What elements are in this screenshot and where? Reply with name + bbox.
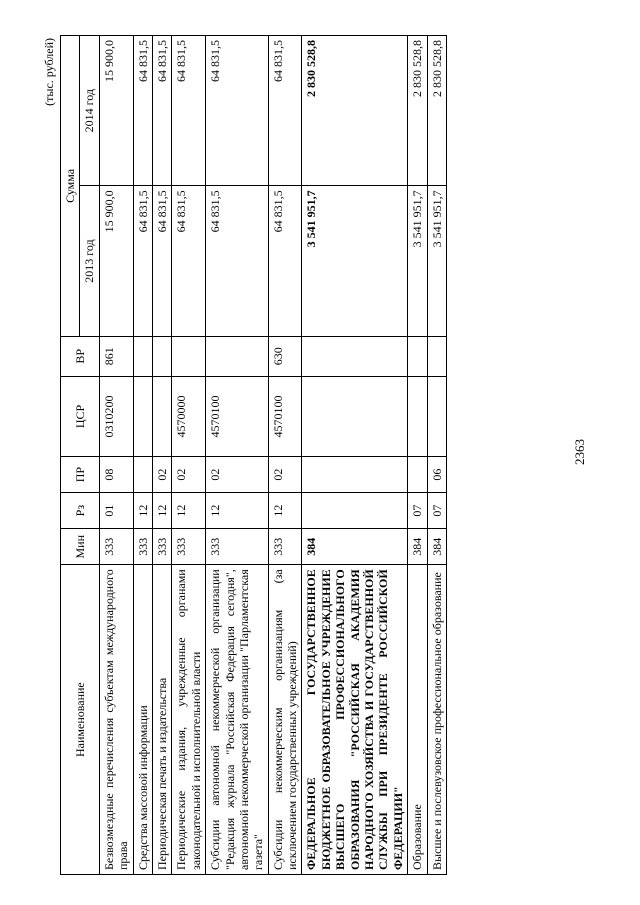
cell-name: Субсидии некоммерческим организациям (за исключением государственных учреждений) (268, 565, 302, 875)
cell-min: 333 (152, 529, 171, 565)
cell-y2014: 64 831,5 (152, 36, 171, 186)
cell-y2013: 64 831,5 (206, 186, 269, 336)
cell-y2013: 3 541 951,7 (427, 186, 446, 336)
header-sum: Сумма (61, 36, 80, 337)
table-row (99, 36, 133, 875)
cell-y2013: 3 541 951,7 (302, 186, 408, 336)
cell-y2014: 2 830 528,8 (408, 36, 427, 186)
cell-rz: 12 (172, 493, 206, 529)
header-name: Наименование (61, 565, 100, 875)
cell-csr (427, 376, 446, 456)
cell-min: 333 (172, 529, 206, 565)
cell-rz (302, 493, 408, 529)
header-vr: ВР (61, 336, 100, 376)
cell-csr (133, 376, 152, 456)
page-number: 2363 (572, 439, 587, 465)
cell-y2013: 64 831,5 (268, 186, 302, 336)
cell-min: 333 (268, 529, 302, 565)
cell-rz: 07 (408, 493, 427, 529)
table-row (408, 36, 427, 875)
cell-vr (172, 336, 206, 376)
cell-y2014: 15 900,0 (99, 36, 133, 186)
units-label: (тыс. рублей) (42, 38, 56, 106)
cell-name: Периодические издания, учрежденные органами законодательной и исполнительной власти (172, 565, 206, 875)
cell-csr (152, 376, 171, 456)
cell-y2014: 64 831,5 (172, 36, 206, 186)
cell-csr: 0310200 (99, 376, 133, 456)
header-csr: ЦСР (61, 376, 100, 456)
cell-pr: 02 (172, 457, 206, 493)
cell-name: Безвозмездные перечисления субъектам международного права (99, 565, 133, 875)
cell-min: 384 (427, 529, 446, 565)
cell-pr: 06 (427, 457, 446, 493)
table-row (268, 36, 302, 875)
cell-rz: 12 (152, 493, 171, 529)
cell-y2014: 2 830 528,8 (302, 36, 408, 186)
table-row (302, 36, 408, 875)
header-row (61, 36, 80, 875)
cell-csr (302, 376, 408, 456)
cell-pr: 02 (268, 457, 302, 493)
table-row (133, 36, 152, 875)
table-row (172, 36, 206, 875)
cell-y2013: 64 831,5 (152, 186, 171, 336)
cell-pr (408, 457, 427, 493)
budget-table (60, 35, 447, 875)
cell-y2013: 3 541 951,7 (408, 186, 427, 336)
cell-y2014: 2 830 528,8 (427, 36, 446, 186)
cell-rz: 12 (268, 493, 302, 529)
cell-y2013: 64 831,5 (133, 186, 152, 336)
table-row (152, 36, 171, 875)
cell-vr (302, 336, 408, 376)
table-body (99, 36, 446, 875)
header-rz: Рз (61, 493, 100, 529)
cell-vr (427, 336, 446, 376)
cell-vr (152, 336, 171, 376)
cell-min: 384 (302, 529, 408, 565)
cell-rz: 01 (99, 493, 133, 529)
cell-vr (133, 336, 152, 376)
cell-name: Высшее и послевузовское профессиональное образование (427, 565, 446, 875)
cell-pr (133, 457, 152, 493)
cell-csr: 4570100 (206, 376, 269, 456)
cell-name: Субсидии автономной некоммерческой организации "Редакция журнала "Российская Федерация сегодня", автономной некоммерческой организации "Парламентская газета" (206, 565, 269, 875)
table-row (427, 36, 446, 875)
cell-y2014: 64 831,5 (133, 36, 152, 186)
cell-vr: 630 (268, 336, 302, 376)
cell-min: 333 (133, 529, 152, 565)
cell-rz: 07 (427, 493, 446, 529)
header-2014: 2014 год (80, 36, 99, 186)
cell-pr: 02 (152, 457, 171, 493)
cell-vr: 861 (99, 336, 133, 376)
cell-min: 333 (99, 529, 133, 565)
cell-csr: 4570000 (172, 376, 206, 456)
cell-rz: 12 (206, 493, 269, 529)
cell-name: Средства массовой информации (133, 565, 152, 875)
cell-y2013: 15 900,0 (99, 186, 133, 336)
cell-y2014: 64 831,5 (206, 36, 269, 186)
cell-name: Периодическая печать и издательства (152, 565, 171, 875)
header-2013: 2013 год (80, 186, 99, 336)
cell-name: Образование (408, 565, 427, 875)
cell-y2014: 64 831,5 (268, 36, 302, 186)
cell-pr: 08 (99, 457, 133, 493)
cell-csr (408, 376, 427, 456)
cell-y2013: 64 831,5 (172, 186, 206, 336)
cell-pr (302, 457, 408, 493)
cell-rz: 12 (133, 493, 152, 529)
cell-min: 384 (408, 529, 427, 565)
cell-name: ФЕДЕРАЛЬНОЕ ГОСУДАРСТВЕННОЕ БЮДЖЕТНОЕ ОБРАЗОВАТЕЛЬНОЕ УЧРЕЖДЕНИЕ ВЫСШЕГО ПРОФЕССИОНАЛЬНОГО ОБРАЗОВАНИЯ "РОССИЙСКАЯ АКАДЕМИЯ НАРОДНОГО ХОЗЯЙСТВА И ГОСУДАРСТВЕННОЙ СЛУЖБЫ ПРИ ПРЕЗИДЕНТЕ РОССИЙСКОЙ ФЕДЕРАЦИИ" (302, 565, 408, 875)
cell-min: 333 (206, 529, 269, 565)
header-pr: ПР (61, 457, 100, 493)
cell-pr: 02 (206, 457, 269, 493)
cell-vr (206, 336, 269, 376)
cell-csr: 4570100 (268, 376, 302, 456)
header-min: Мин (61, 529, 100, 565)
table-row (206, 36, 269, 875)
cell-vr (408, 336, 427, 376)
